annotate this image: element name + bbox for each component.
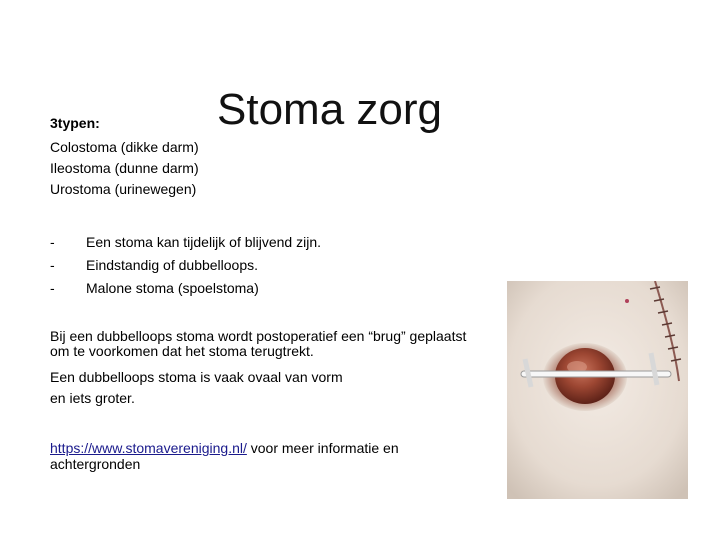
bullet-text: Eindstandig of dubbelloops.	[86, 257, 259, 273]
info-suffix: voor meer informatie en achtergronden	[50, 440, 399, 472]
bridge-paragraph-line: Bij een dubbelloops stoma wordt postoperatief een “brug” geplaatst	[50, 328, 467, 344]
bridge-paragraph-line: om te voorkomen dat het stoma terugtrekt.	[50, 343, 314, 359]
stoma-photo	[507, 281, 688, 499]
bullet-text: Malone stoma (spoelstoma)	[86, 280, 259, 296]
slide-title: Stoma zorg	[217, 85, 442, 134]
oval-paragraph: Een dubbelloops stoma is vaak ovaal van vorm en iets groter.	[50, 369, 343, 406]
bullet-item	[50, 254, 321, 277]
bullet-dash: -	[50, 280, 55, 296]
bullet-list	[50, 231, 321, 300]
type-item-colostoma: Colostoma (dikke darm)	[50, 139, 199, 155]
bullet-dash: -	[50, 234, 55, 250]
bullet-item	[50, 277, 321, 300]
stoma-photo-illustration	[507, 281, 688, 499]
bullet-text: Een stoma kan tijdelijk of blijvend zijn.	[86, 234, 322, 250]
types-list	[50, 137, 199, 200]
bullet-item	[50, 231, 321, 254]
type-item-urostoma: Urostoma (urinewegen)	[50, 181, 197, 197]
stomavereniging-link[interactable]: https://www.stomavereniging.nl/	[50, 440, 247, 456]
type-item-ileostoma: Ileostoma (dunne darm)	[50, 160, 199, 176]
info-paragraph	[50, 440, 470, 472]
types-heading: 3typen:	[50, 115, 100, 131]
bullet-dash: -	[50, 257, 55, 273]
bridge-paragraph	[50, 329, 520, 359]
